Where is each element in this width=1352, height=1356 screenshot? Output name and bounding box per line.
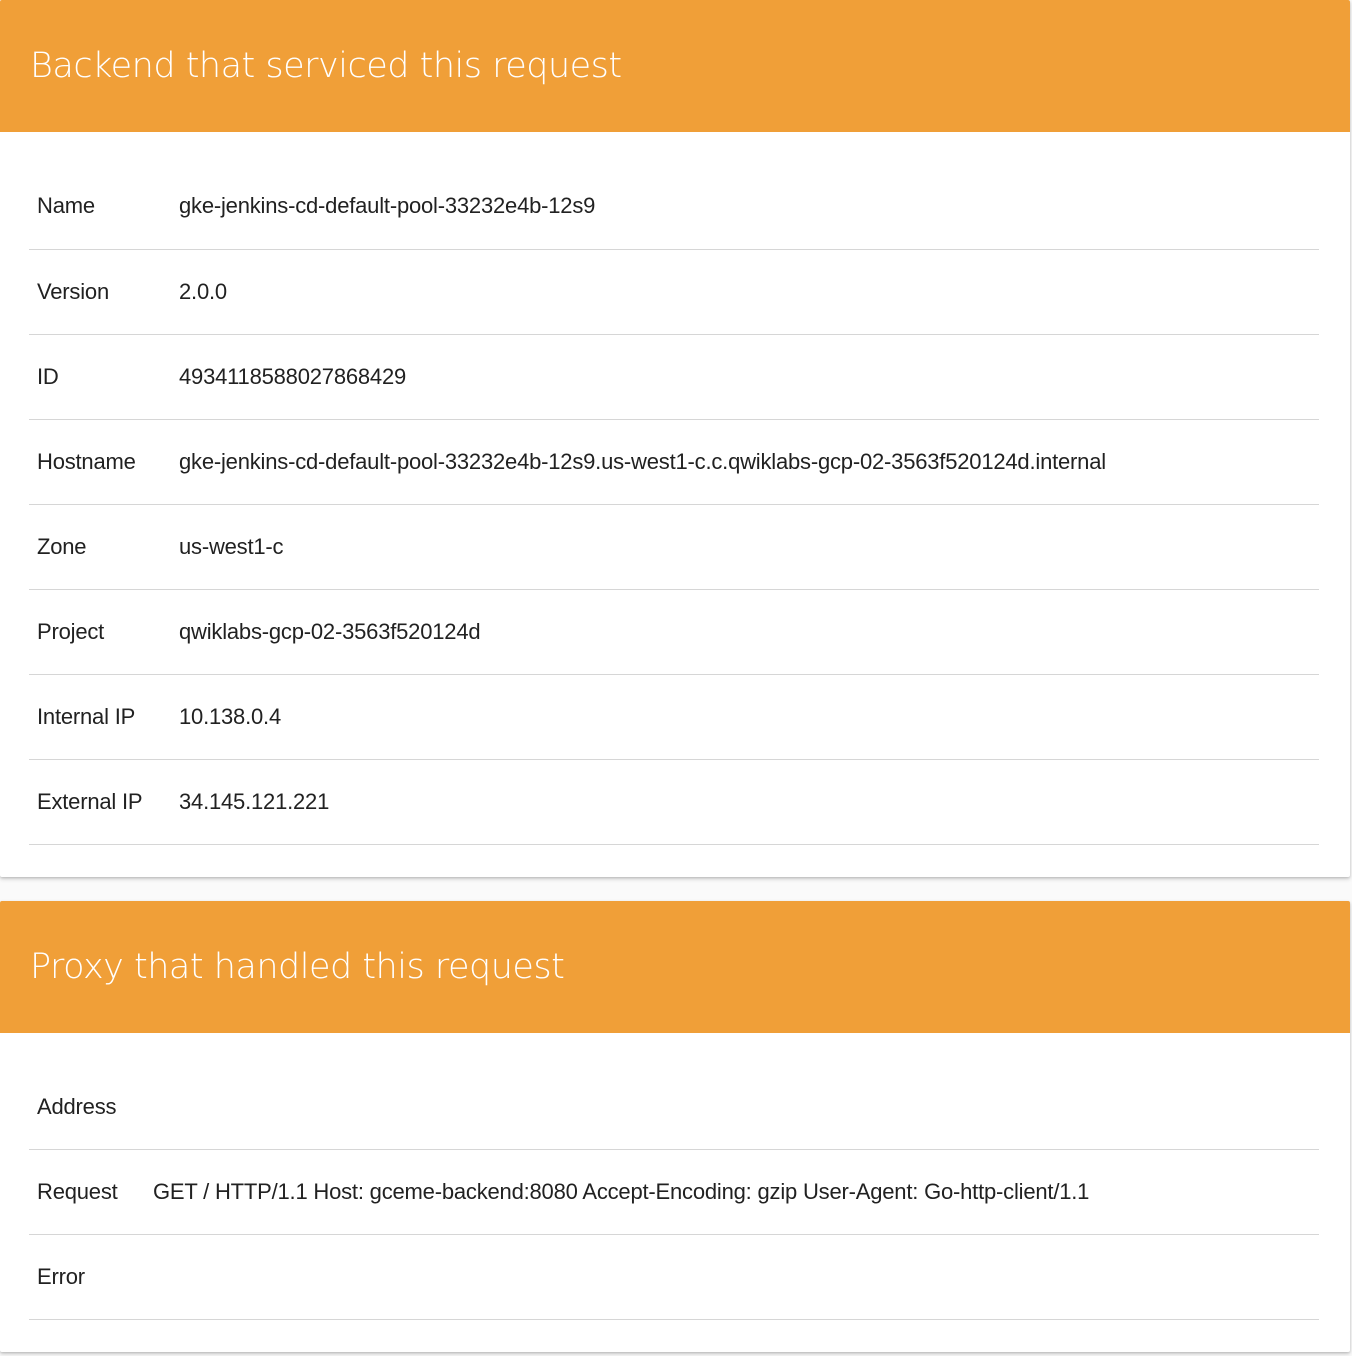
row-label: Version (37, 278, 109, 304)
row-value: gke-jenkins-cd-default-pool-33232e4b-12s9 (179, 193, 596, 219)
row-label: Request (37, 1179, 118, 1204)
proxy-card-body (0, 1033, 1350, 1353)
table-row-version (29, 249, 1319, 334)
row-value (145, 1065, 1319, 1150)
backend-card-title: Backend that serviced this request (30, 46, 622, 86)
table-row-address (29, 1065, 1319, 1150)
backend-card-body (0, 132, 1350, 877)
table-row-external-ip (29, 759, 1319, 844)
backend-card-header (0, 0, 1350, 132)
proxy-card-title: Proxy that handled this request (30, 946, 565, 987)
row-label: Zone (37, 533, 87, 559)
row-value: us-west1-c (179, 533, 284, 559)
table-row-request (29, 1150, 1319, 1235)
row-value: qwiklabs-gcp-02-3563f520124d (179, 618, 481, 644)
table-row-error (29, 1235, 1319, 1320)
table-row-internal-ip (29, 674, 1319, 759)
row-label: ID (37, 363, 59, 389)
row-value (145, 1235, 1319, 1320)
backend-info-table (29, 164, 1319, 845)
table-row-zone (29, 504, 1319, 589)
proxy-card-header (0, 901, 1350, 1033)
table-row-project (29, 589, 1319, 674)
row-label: External IP (37, 788, 143, 814)
proxy-card (0, 901, 1350, 1353)
row-value: 10.138.0.4 (179, 703, 281, 729)
table-row-name (29, 164, 1319, 249)
row-label: Address (37, 1093, 117, 1119)
row-value: GET / HTTP/1.1 Host: gceme-backend:8080 Accept-Encoding: gzip User-Agent: Go-http-client/1.1 (153, 1179, 1090, 1204)
row-value: 4934118588027868429 (179, 363, 407, 389)
proxy-info-table (29, 1065, 1319, 1321)
row-label: Hostname (37, 448, 136, 474)
row-label: Error (37, 1264, 85, 1289)
row-value: 34.145.121.221 (179, 788, 330, 814)
row-label: Internal IP (37, 703, 136, 729)
row-label: Project (37, 618, 105, 644)
table-row-id (29, 334, 1319, 419)
table-row-hostname (29, 419, 1319, 504)
row-label: Name (37, 193, 95, 219)
row-value: gke-jenkins-cd-default-pool-33232e4b-12s9.us-west1-c.c.qwiklabs-gcp-02-3563f520124d.internal (179, 448, 1106, 474)
row-value: 2.0.0 (179, 278, 227, 304)
